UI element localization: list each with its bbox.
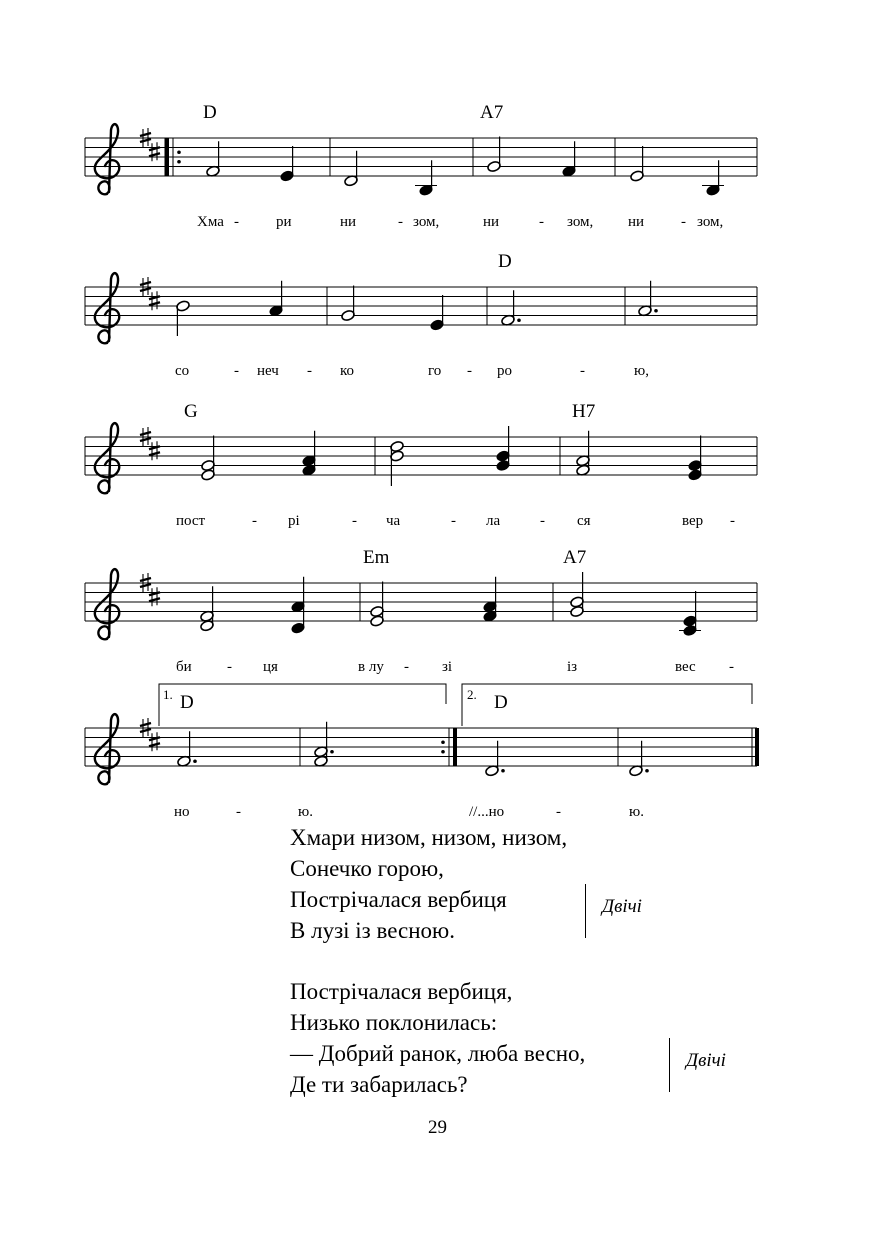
- repeat-dot: [441, 750, 445, 754]
- chord-symbol: G: [184, 401, 198, 422]
- sharp-icon: [149, 592, 160, 601]
- lyric-syllable: неч: [257, 363, 279, 379]
- staff-system: [85, 547, 757, 675]
- lyric-syllable: -: [467, 363, 472, 379]
- lyric-syllable: но: [174, 804, 190, 820]
- page-number: 29: [428, 1117, 447, 1138]
- lyric-syllable: ю,: [634, 363, 649, 379]
- dot: [517, 318, 521, 322]
- repeat-label: Двічі: [602, 896, 642, 917]
- sharp-icon: [152, 587, 157, 606]
- lyric-syllable: би: [176, 659, 192, 675]
- lyric-syllable: ю.: [629, 804, 644, 820]
- verse-line: Сонечко горою,: [290, 856, 444, 881]
- chord-symbol: Em: [363, 547, 390, 568]
- lyric-syllable: -: [252, 513, 257, 529]
- treble-clef-icon: [95, 569, 119, 639]
- repeat-bracket: [669, 1038, 670, 1092]
- lyric-syllable: -: [729, 659, 734, 675]
- lyric-syllable: ко: [340, 363, 355, 379]
- volta-number: 2.: [467, 687, 477, 702]
- lyric-syllable: -: [404, 659, 409, 675]
- lyric-syllable: ця: [263, 659, 278, 675]
- dot: [654, 309, 658, 313]
- staff-system: [85, 684, 759, 820]
- lyric-syllable: -: [234, 214, 239, 230]
- verse-line: Пострічалася вербиця,: [290, 979, 513, 1004]
- lyric-syllable: вес: [675, 659, 696, 675]
- verse-line: Низько поклонилась:: [290, 1010, 498, 1035]
- lyric-syllable: ся: [577, 513, 591, 529]
- lyric-syllable: го: [428, 363, 442, 379]
- sharp-icon: [152, 142, 157, 161]
- sharp-icon: [149, 446, 160, 455]
- lyric-syllable: -: [227, 659, 232, 675]
- lyric-syllable: -: [398, 214, 403, 230]
- stanza-2: [290, 976, 760, 1100]
- chord-symbol: D: [180, 692, 194, 713]
- verses: [290, 822, 760, 1100]
- lyric-syllable: ча: [386, 513, 401, 529]
- sharp-icon: [149, 147, 160, 156]
- lyric-syllable: -: [556, 804, 561, 820]
- treble-clef-icon: [95, 273, 119, 343]
- lyric-syllable: ри: [276, 214, 292, 230]
- chord-symbol: A7: [563, 547, 587, 568]
- lyric-syllable: пост: [176, 513, 206, 529]
- repeat-label: Двічі: [686, 1050, 726, 1071]
- treble-clef-icon: [95, 124, 119, 194]
- chord-symbol: D: [203, 102, 217, 123]
- volta-bracket: [159, 684, 446, 726]
- verse-line: Де ти забарилась?: [290, 1072, 468, 1097]
- lyric-syllable: -: [451, 513, 456, 529]
- lyric-syllable: зом,: [413, 214, 440, 230]
- verse-line: Пострічалася вербиця: [290, 887, 507, 912]
- dot: [501, 769, 505, 773]
- lyric-syllable: -: [539, 214, 544, 230]
- lyric-syllable: -: [730, 513, 735, 529]
- treble-clef-icon: [95, 423, 119, 493]
- lyric-syllable: -: [234, 363, 239, 379]
- lyric-syllable: со: [175, 363, 190, 379]
- lyric-syllable: //...но: [469, 804, 505, 820]
- lyric-syllable: -: [540, 513, 545, 529]
- dot: [193, 759, 197, 763]
- lyric-syllable: зі: [442, 659, 453, 675]
- repeat-dot: [441, 740, 445, 744]
- lyric-syllable: -: [236, 804, 241, 820]
- treble-clef-icon: [95, 714, 119, 784]
- dot: [645, 769, 649, 773]
- dot: [330, 750, 334, 754]
- staff-system: [85, 102, 757, 230]
- lyric-syllable: ла: [486, 513, 501, 529]
- stanza-1: [290, 822, 760, 946]
- lyric-syllable: -: [580, 363, 585, 379]
- sharp-icon: [152, 732, 157, 751]
- sharp-icon: [152, 291, 157, 310]
- lyric-syllable: із: [567, 659, 578, 675]
- lyric-syllable: зом,: [697, 214, 724, 230]
- chord-symbol: D: [494, 692, 508, 713]
- lyric-syllable: зом,: [567, 214, 594, 230]
- lyric-syllable: ро: [497, 363, 512, 379]
- lyric-syllable: ни: [628, 214, 645, 230]
- repeat-dot: [177, 160, 181, 164]
- sharp-icon: [149, 296, 160, 305]
- chord-symbol: D: [498, 251, 512, 272]
- lyric-syllable: -: [307, 363, 312, 379]
- lyric-syllable: -: [681, 214, 686, 230]
- lyric-syllable: ни: [340, 214, 357, 230]
- lyric-syllable: ни: [483, 214, 500, 230]
- lyric-syllable: в лу: [358, 659, 384, 675]
- staff-system: [85, 401, 757, 529]
- lyric-syllable: рі: [288, 513, 300, 529]
- verse-line: В лузі із весною.: [290, 918, 455, 943]
- lyric-syllable: ю.: [298, 804, 313, 820]
- repeat-barline: [165, 138, 169, 176]
- volta-number: 1.: [163, 687, 173, 702]
- verse-line: — Добрий ранок, люба весно,: [290, 1041, 586, 1066]
- verse-line: Хмари низом, низом, низом,: [290, 825, 568, 850]
- sharp-icon: [152, 441, 157, 460]
- repeat-barline: [453, 728, 457, 766]
- chord-symbol: H7: [572, 401, 596, 422]
- repeat-dot: [177, 150, 181, 154]
- final-barline: [755, 728, 759, 766]
- sharp-icon: [149, 737, 160, 746]
- lyric-syllable: -: [352, 513, 357, 529]
- lyric-syllable: Хма: [197, 214, 224, 230]
- lyric-syllable: вер: [682, 513, 704, 529]
- chord-symbol: A7: [480, 102, 504, 123]
- staff-system: [85, 251, 757, 379]
- repeat-bracket: [585, 884, 586, 938]
